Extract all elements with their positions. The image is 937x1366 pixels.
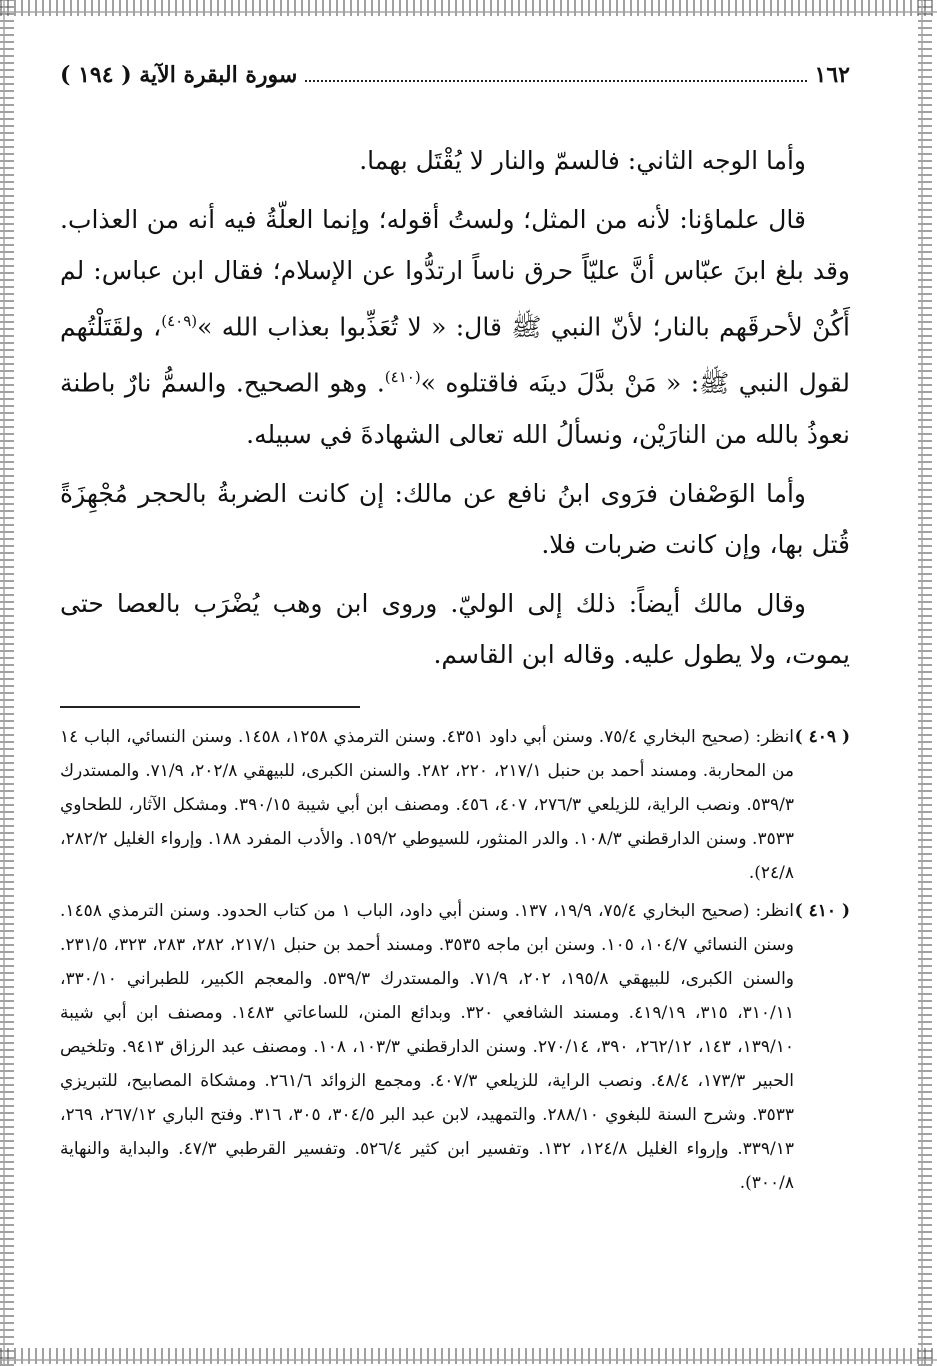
page-number: ١٦٢ — [814, 62, 850, 88]
footnote-ref: (٤٠٩) — [161, 312, 198, 330]
footnote-ref: (٤١٠) — [384, 368, 421, 387]
page-border-left — [0, 0, 14, 1366]
header-leader-dots — [305, 68, 806, 82]
footnote-text: انظر: (صحيح البخاري ٧٥/٤. وسنن أبي داود ٤٣٥١. وسنن الترمذي ١٢٥٨، ١٤٥٨. وسنن النسائي، الباب ١٤ من المحاربة. ومسند أحمد بن حنبل ٢١٧/١، ٢٢٠، ٢٨٢. والسنن الكبرى، للبيهقي ٢٠٢/٨، ٧١/٩. والمستدرك ٥٣٩/٣. ونصب الراية، للزيلعي ٢٧٦/٣، ٤٠٧، ٤٥٦. ومصنف ابن أبي شيبة ٣٩٠/١٥. ومشكل الآثار، للطحاوي ٣٥٣٣. وسنن الدارقطني ١٠٨/٣. والدر المنثور، للسيوطي ١٥٩/٢. والأدب المفرد ١٨٨. وإرواء الغليل ٢٨٢/٢، ٢٤/٨). — [60, 726, 795, 883]
running-header — [60, 55, 850, 95]
paragraph-text: . وهو الصحيح. والسمُّ نارٌ باطنة نعوذُ بالله من النارَيْن، ونسألُ الله تعالى الشهادةَ في سبيله. — [60, 368, 850, 449]
paragraph-text: قال علماؤنا: لأنه من المثل؛ ولستُ أقوله؛ وإنما العلّةُ فيه أنه من العذاب. وقد بلغ ابنَ عبّاس أنَّ عليّاً حرق ناساً ارتدُّوا عن الإسلام؛ فقال ابن عباس: لم أَكُنْ لأحرقَهم بالنار؛ لأنّ النبي ﷺ قال: « لا تُعَذِّبوا بعذاب الله » — [60, 205, 850, 342]
footnote — [60, 720, 850, 890]
header-title: سورة البقرة الآية ( ١٩٤ ) — [60, 62, 298, 88]
footnotes — [60, 720, 850, 1200]
page-border-top — [0, 0, 937, 16]
footnote — [60, 894, 850, 1200]
page-border-bottom — [0, 1348, 937, 1364]
footnote-number: ( ٤١٠ ) — [794, 900, 850, 921]
footnote-text: انظر: (صحيح البخاري ٧٥/٤، ١٩/٩، ١٣٧. وسنن أبي داود، الباب ١ من كتاب الحدود. وسنن الترمذي ١٤٥٨. وسنن النسائي ١٠٤/٧، ١٠٥. وسنن ابن ماجه ٣٥٣٥. ومسند أحمد بن حنبل ٢١٧/١، ٢٨٢، ٢٨٣، ٣٢٣، ٢٣١/٥. والسنن الكبرى، للبيهقي ١٩٥/٨، ٢٠٢، ٧١/٩. والمستدرك ٥٣٩/٣. والمعجم الكبير، للطبراني ٣٣٠/١٠، ٣١٠/١١، ٣١٥، ٤١٩/١٩. ومسند الشافعي ٣٢٠. وبدائع المنن، للساعاتي ١٤٨٣. ومصنف ابن أبي شيبة ١٣٩/١٠، ١٤٣، ٢٦٢/١٢، ٣٩٠، ٢٧٠/١٤. وسنن الدارقطني ١٠٣/٣، ١٠٨. ومصنف عبد الرزاق ٩٤١٣. وتلخيص الحبير ١٧٣/٣، ٤٨/٤. ونصب الراية، للزيلعي ٤٠٧/٣. ومجمع الزوائد ٢٦١/٦. ومشكاة المصابيح، للتبريزي ٣٥٣٣. وشرح السنة للبغوي ٢٨٨/١٠. والتمهيد، لابن عبد البر ٣٠٤/٥، ٣٠٥، ٣١٦. وفتح الباري ٢٦٧/١٢، ٢٦٩، ٣٣٩/١٣. وإرواء الغليل ١٢٤/٨، ١٣٢. وتفسير ابن كثير ٥٢٦/٤. وتفسير القرطبي ٤٧/٣. والبداية والنهاية ٣٠٠/٨). — [60, 900, 795, 1193]
book-page — [60, 55, 850, 1204]
paragraph: وأما الوجه الثاني: فالسمّ والنار لا يُقْتَل بهما. — [359, 146, 806, 175]
paragraph: وقال مالك أيضاً: ذلك إلى الوليّ. وروى ابن وهب يُضْرَب بالعصا حتى يموت، ولا يطول عليه. وقاله ابن القاسم. — [60, 588, 850, 669]
paragraph — [60, 194, 850, 460]
paragraph: وأما الوَصْفان فرَوى ابنُ نافع عن مالك: إن كانت الضربةُ بالحجر مُجْهِزَةً قُتل بها، وإن كانت ضربات فلا. — [60, 478, 850, 559]
page-border-right — [918, 0, 932, 1366]
main-text — [60, 135, 850, 680]
paragraph-text: ، ولقَتَلْتُهم لقول النبي ﷺ: « مَنْ بدَّلَ دينَه فاقتلوه » — [60, 312, 850, 398]
footnote-separator — [60, 706, 360, 708]
footnote-number: ( ٤٠٩ ) — [794, 726, 850, 747]
